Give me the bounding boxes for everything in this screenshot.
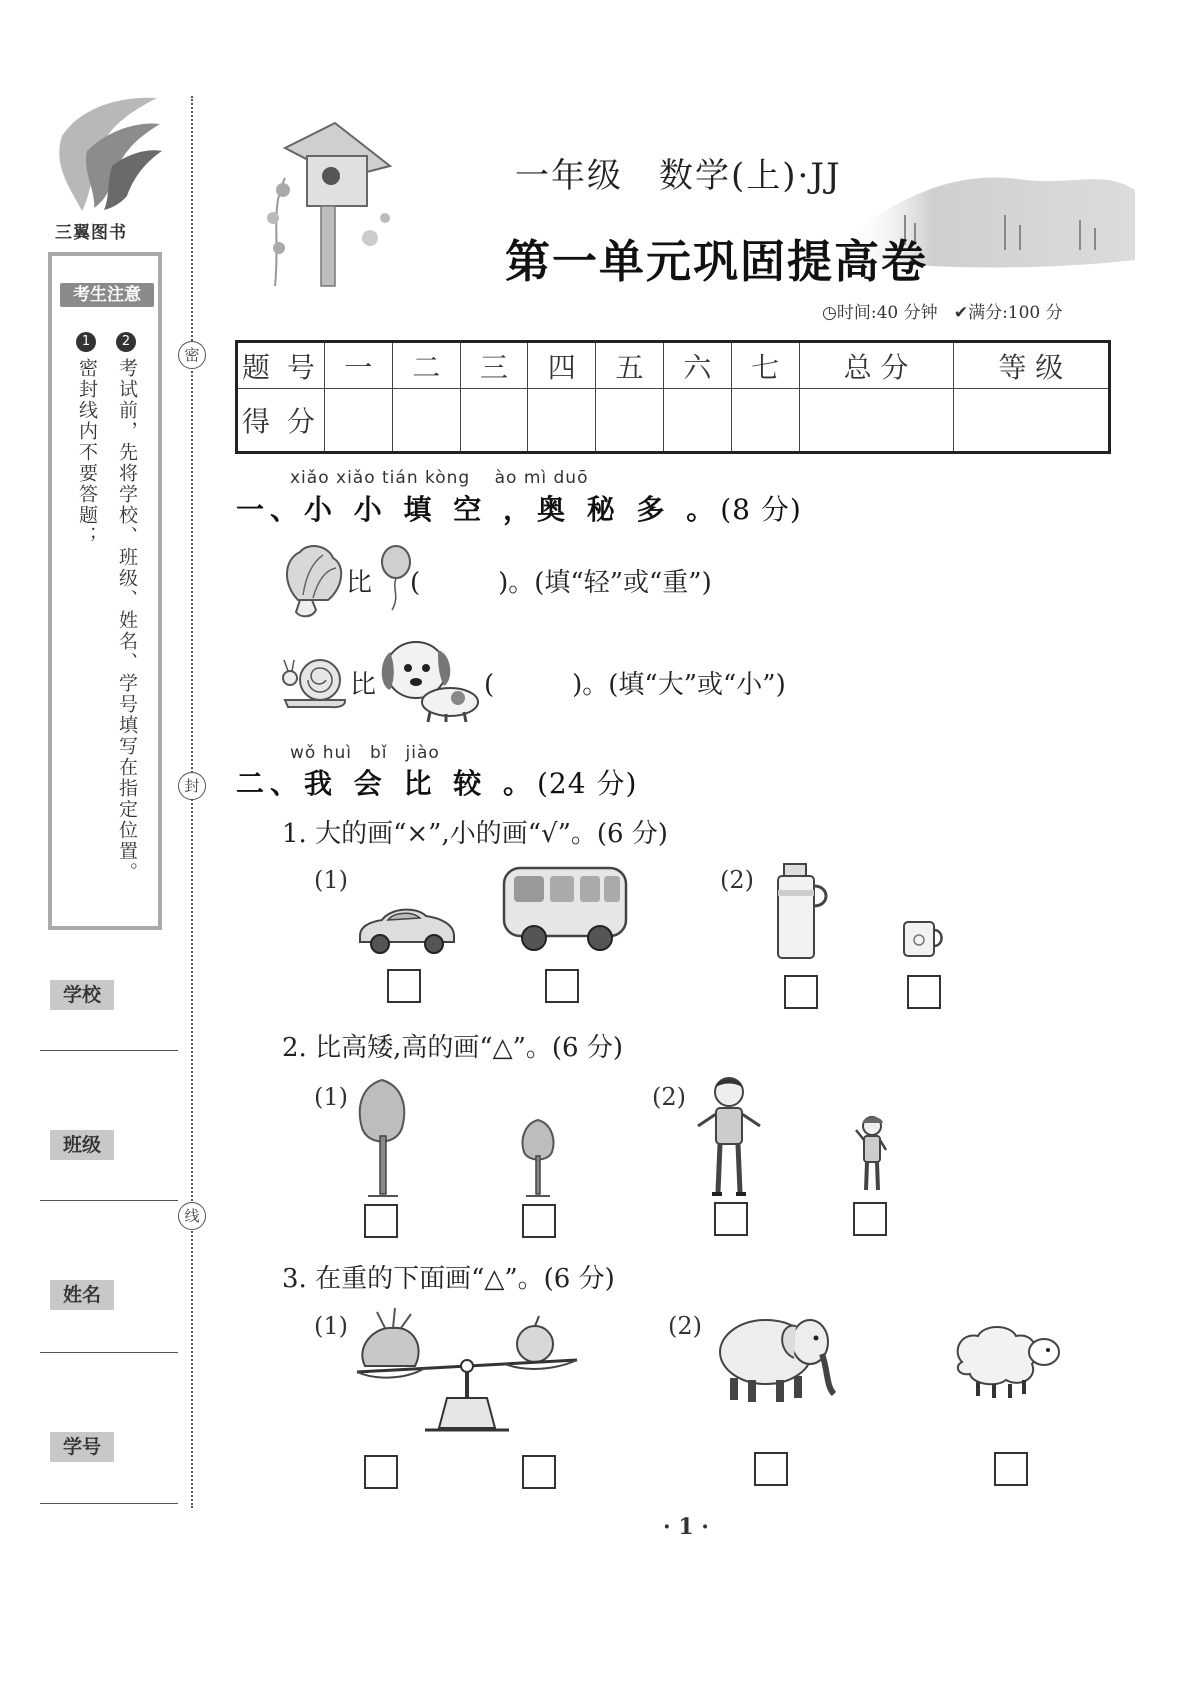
seal-feng: 封 [178,772,206,800]
answer-box-thermos[interactable] [784,975,818,1009]
blank-big-small[interactable]: ( )。(填“大”或“小”) [484,670,786,700]
school-field[interactable] [40,1050,178,1051]
answer-box-short-tree[interactable] [522,1204,556,1238]
section1-heading: 一、小 小 填 空 ，奥 秘 多 。 [236,493,721,526]
blank-light-heavy[interactable]: ( )。(填“轻”或“重”) [410,568,712,598]
student-id-label: 学号 [50,1432,114,1462]
col-grade: 等 级 [953,342,1109,389]
balance-scale-image [355,1306,583,1436]
q3-sub2: (2) [668,1312,702,1340]
birdhouse-illustration [255,118,405,288]
col-3: 三 [460,342,528,389]
score-cell[interactable] [799,389,953,453]
notice-text-2: 考试前，先将学校、班级、姓名、学号填写在指定位置。 [116,358,138,883]
answer-box-sheep[interactable] [994,1452,1028,1486]
question-3: 3. 在重的下面画“△”。(6 分) [282,1264,615,1294]
notice-num-1: 1 [76,332,96,352]
score-table [235,340,1111,454]
answer-box-elephant[interactable] [754,1452,788,1486]
col-1: 一 [325,342,393,389]
score-cell[interactable] [953,389,1109,453]
answer-box-short-boy[interactable] [853,1202,887,1236]
class-field[interactable] [40,1200,178,1201]
col-6: 六 [663,342,731,389]
tall-boy-image [692,1074,766,1200]
score-cell[interactable] [392,389,460,453]
q3-sub1: (1) [314,1312,348,1340]
score-cell[interactable] [663,389,731,453]
notice-item-1 [76,330,98,547]
page-number: · 1 · [663,1514,709,1540]
seal-xian: 线 [178,1202,206,1230]
compare-word-1: 比 [346,568,373,598]
answer-box-tall-boy[interactable] [714,1202,748,1236]
score-row [237,389,1110,453]
q1-sub2: (2) [720,866,754,894]
col-7: 七 [731,342,799,389]
full-score: 满分:100 分 [968,303,1063,323]
notice-title: 考生注意 [60,283,154,307]
seal-line [191,96,193,1508]
section2-points: (24 分) [537,767,638,800]
q2-sub2: (2) [652,1083,686,1111]
q2-sub1: (1) [314,1083,348,1111]
snail-image [280,650,352,710]
notice-item-2 [116,330,138,883]
question-2: 2. 比高矮,高的画“△”。(6 分) [282,1033,624,1063]
section1-pinyin: xiǎo xiǎo tián kòng ào mì duō [290,468,589,488]
section2-heading: 二、我 会 比 较 。 [236,767,537,800]
question-number-label: 题 号 [237,342,325,389]
time-limit: 时间:40 分钟 [836,303,938,323]
score-cell[interactable] [731,389,799,453]
notice-num-2: 2 [116,332,136,352]
answer-box-tall-tree[interactable] [364,1204,398,1238]
score-header-row [237,342,1110,389]
short-tree-image [518,1118,558,1198]
section1-points: (8 分) [720,493,802,526]
bus-image [500,862,632,954]
notice-text-1: 密封线内不要答题； [76,358,98,547]
clock-icon: ◷ [822,303,837,323]
brand-name: 三翼图书 [55,223,127,243]
section1-title [236,488,802,528]
notice-box [48,252,162,930]
name-field[interactable] [40,1352,178,1353]
score-cell[interactable] [528,389,596,453]
brand-logo [52,96,164,214]
answer-box-pineapple[interactable] [364,1455,398,1489]
answer-box-apple[interactable] [522,1455,556,1489]
col-5: 五 [596,342,664,389]
sheep-image [950,1322,1066,1400]
school-label: 学校 [50,980,114,1010]
col-2: 二 [392,342,460,389]
score-label: 得 分 [237,389,325,453]
col-4: 四 [528,342,596,389]
answer-box-mug[interactable] [907,975,941,1009]
col-total: 总 分 [799,342,953,389]
elephant-image [710,1306,840,1406]
puppy-image [378,632,484,724]
exam-subtitle: 一年级 数学(上)·JJ [515,156,842,196]
car-image [356,896,458,958]
class-label: 班级 [50,1130,114,1160]
short-boy-image [852,1114,892,1196]
q1-sub1: (1) [314,866,348,894]
score-cell[interactable] [596,389,664,453]
thermos-image [770,862,832,962]
answer-box-bus[interactable] [545,969,579,1003]
exam-info [822,298,1063,323]
student-id-field[interactable] [40,1503,178,1504]
score-cell[interactable] [325,389,393,453]
seal-mi: 密 [178,341,206,369]
exam-title: 第一单元巩固提高卷 [505,235,929,288]
section2-title [236,762,637,802]
tall-tree-image [354,1076,410,1198]
cabbage-image [278,540,348,620]
mug-image [900,918,946,960]
check-icon: ✔ [953,303,969,323]
compare-word-2: 比 [350,670,377,700]
question-1: 1. 大的画“×”,小的画“√”。(6 分) [282,819,668,849]
name-label: 姓名 [50,1280,114,1310]
section2-pinyin: wǒ huì bǐ jiào [290,743,440,763]
answer-box-car[interactable] [387,969,421,1003]
balloon-image [374,544,414,614]
score-cell[interactable] [460,389,528,453]
